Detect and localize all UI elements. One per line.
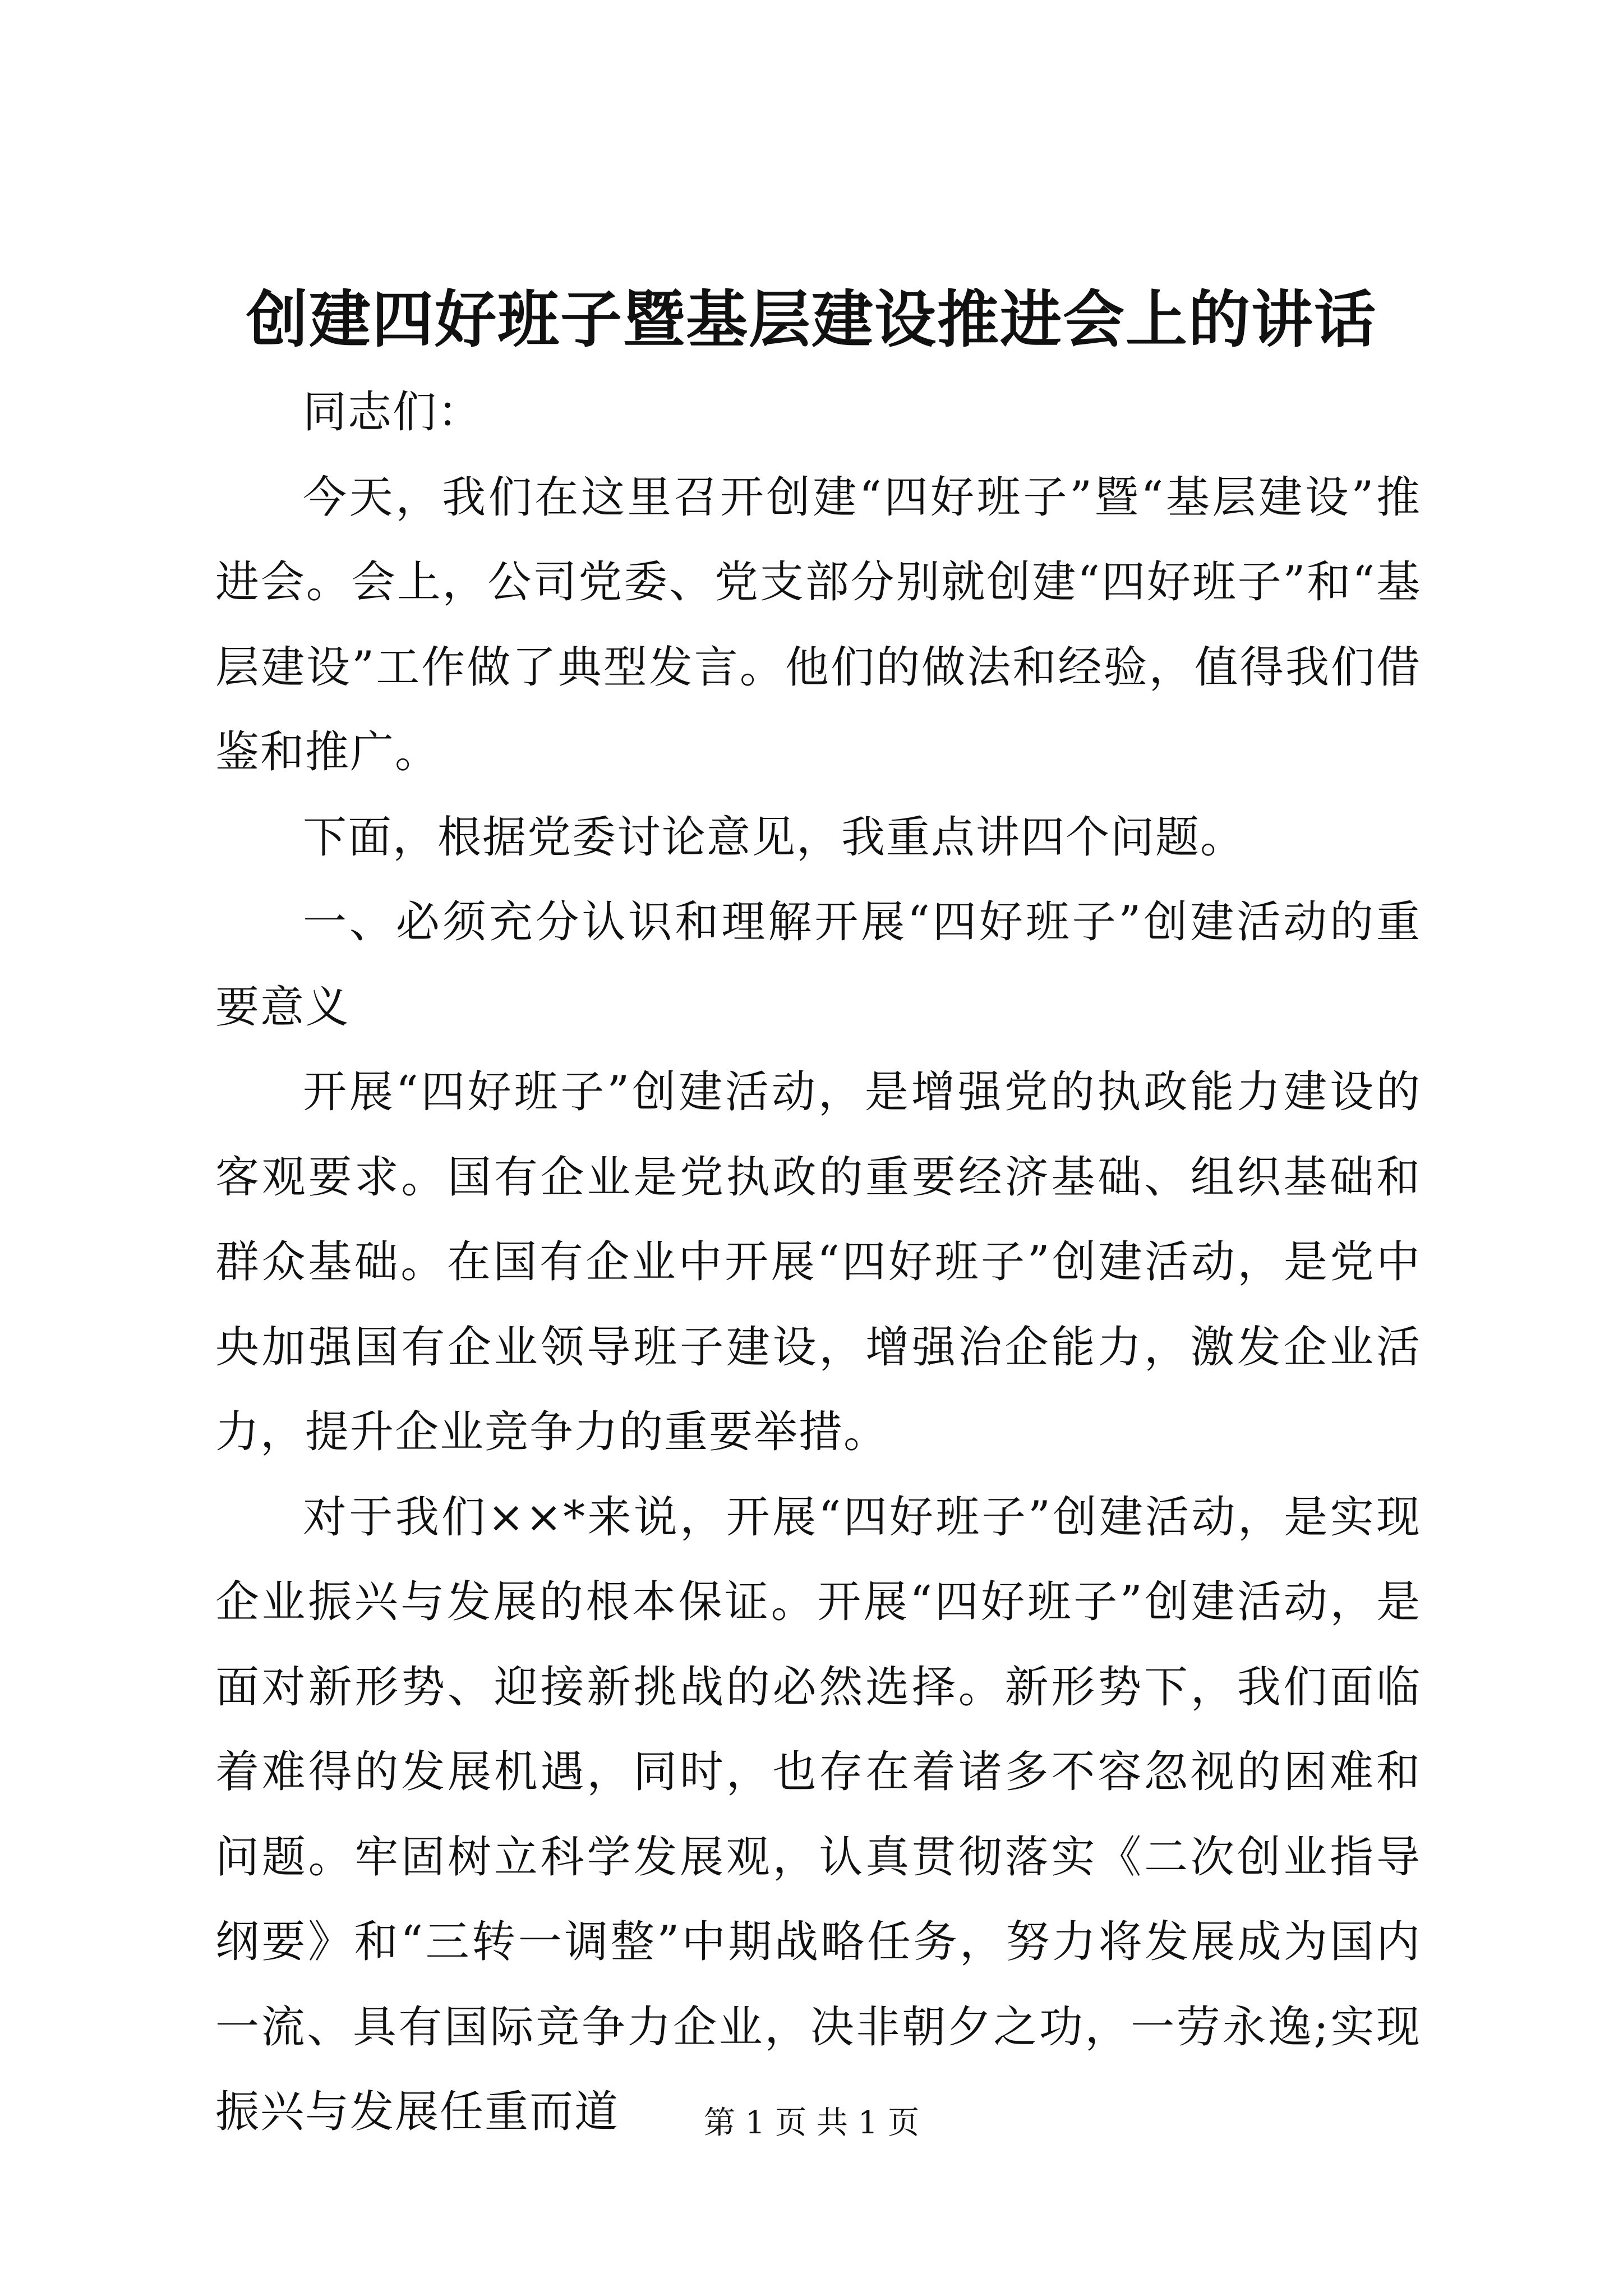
document-body	[215, 370, 1421, 2155]
page-footer: 第 1 页 共 1 页	[703, 2105, 920, 2141]
body-paragraph: 开展“四好班子”创建活动，是增强党的执政能力建设的客观要求。国有企业是党执政的重要经济基础、组织基础和群众基础。在国有企业中开展“四好班子”创建活动，是党中央加强国有企业领导班子建设，增强治企能力，激发企业活力，提升企业竞争力的重要举措。	[215, 1067, 1421, 1457]
document-title: 创建四好班子暨基层建设推进会上的讲话	[246, 283, 1377, 356]
body-paragraph: 下面，根据党委讨论意见，我重点讲四个问题。	[303, 812, 1246, 863]
body-paragraph: 今天，我们在这里召开创建“四好班子”暨“基层建设”推进会。会上，公司党委、党支部分别就创建“四好班子”和“基层建设”工作做了典型发言。他们的做法和经验，值得我们借鉴和推广。	[215, 472, 1421, 777]
body-paragraph: 对于我们××*来说，开展“四好班子”创建活动，是实现企业振兴与发展的根本保证。开展“四好班子”创建活动，是面对新形势、迎接新挑战的必然选择。新形势下，我们面临着难得的发展机遇，同时，也存在着诸多不容忽视的困难和问题。牢固树立科学发展观，认真贯彻落实《二次创业指导纲要》和“三转一调整”中期战略任务，努力将发展成为国内一流、具有国际竞争力企业，决非朝夕之功，一劳永逸;实现振兴与发展任重而道	[215, 1492, 1421, 2137]
section-heading: 一、必须充分认识和理解开展“四好班子”创建活动的重要意义	[215, 897, 1421, 1033]
greeting-paragraph: 同志们：	[303, 387, 483, 438]
